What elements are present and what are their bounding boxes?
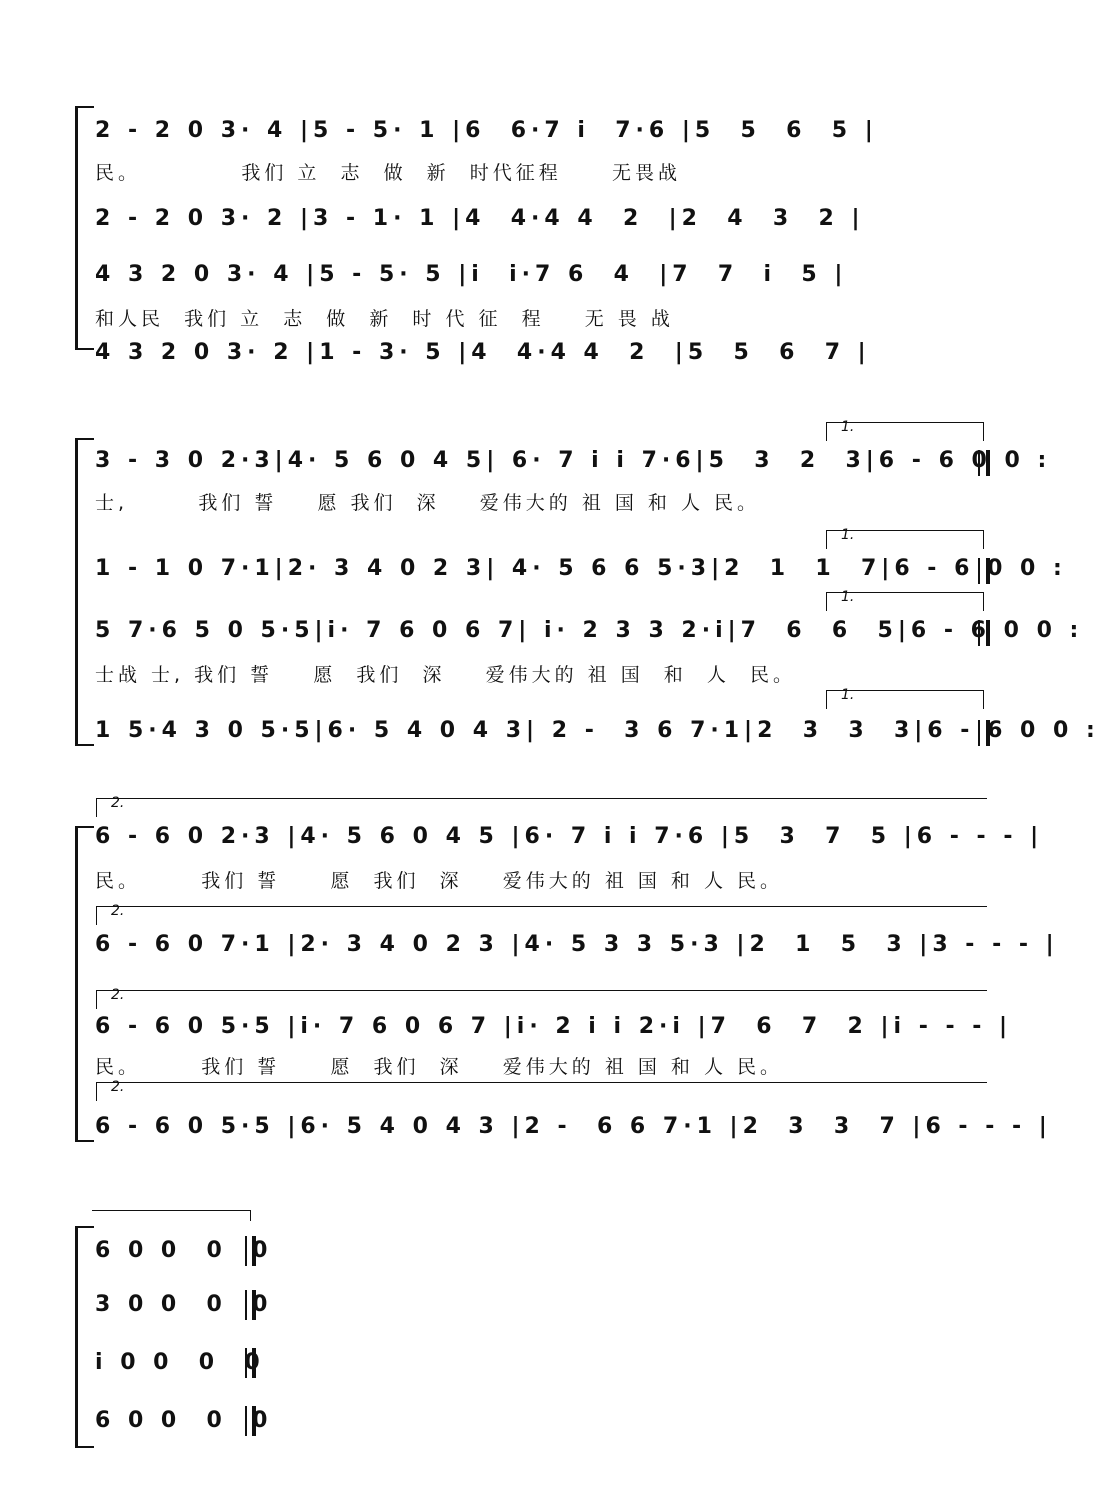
system-3-brace [75, 826, 94, 1142]
first-ending-bracket [826, 589, 984, 611]
volta-label: 1. [841, 687, 855, 703]
final-barline [245, 1236, 256, 1266]
volta-label: 2. [111, 1079, 125, 1095]
volta-label: 2. [111, 903, 125, 919]
final-part-3: i 0 0 0 0 [95, 1350, 265, 1375]
notes: 1 - 1 0 7·1|2· 3 4 0 2 3| 4· 5 6 6 5·3|2 1 1 7|6 - 6 0 0 : [95, 556, 1067, 581]
system-2-part-2 [95, 556, 1067, 588]
lyrics-line: 民。 我们 誓 愿 我们 深 爱伟大的 祖 国 和 人 民。 [95, 1056, 783, 1078]
lyrics-line: 和人民 我们 立 志 做 新 时 代 征 程 无 畏 战 [95, 308, 674, 330]
final-barline [245, 1406, 256, 1436]
second-ending-bracket [96, 795, 987, 817]
notes: 4 3 2 0 3· 2 |1 - 3· 5 |4 4·4 4 2 |5 5 6 7 | [95, 340, 871, 365]
volta-label: 1. [841, 589, 855, 605]
system-1-part-2 [95, 206, 985, 238]
second-ending-bracket [96, 1079, 987, 1101]
system-3-part-4 [95, 1114, 1052, 1146]
volta-label: 1. [841, 419, 855, 435]
notes: 2 - 2 0 3· 2 |3 - 1· 1 |4 4·4 4 2 |2 4 3 2 | [95, 206, 865, 231]
notes: 5 7·6 5 0 5·5|i· 7 6 0 6 7| i· 2 3 3 2·i|7 6 6 5|6 - 6 0 0 : [95, 618, 1084, 643]
final-part-1: 6 0 0 0 0 [95, 1238, 273, 1263]
notes: 3 - 3 0 2·3|4· 5 6 0 4 5| 6· 7 i i 7·6|5 3 2 3|6 - 6 0 0 : [95, 448, 1052, 473]
system-3-part-3 [95, 1014, 1013, 1046]
final-barline [245, 1348, 256, 1378]
system-1-part-3 [95, 262, 985, 294]
repeat-barline [978, 620, 990, 646]
volta-label: 1. [841, 527, 855, 543]
lyrics-line: 士战 士, 我们 誓 愿 我们 深 爱伟大的 祖 国 和 人 民。 [95, 664, 796, 686]
final-part-2: 3 0 0 0 0 [95, 1292, 273, 1317]
lyrics-line: 民。 我们 誓 愿 我们 深 爱伟大的 祖 国 和 人 民。 [95, 870, 783, 892]
repeat-barline [978, 450, 990, 476]
system-1-part-1 [95, 118, 985, 150]
lyrics-line: 士, 我们 誓 愿 我们 深 爱伟大的 祖 国 和 人 民。 [95, 492, 760, 514]
system-2-part-1 [95, 448, 1052, 480]
notes: 2 - 2 0 3· 4 |5 - 5· 1 |6 6·7 i 7·6 |5 5 6 5 | [95, 118, 878, 143]
second-ending-bracket [96, 903, 987, 925]
notes: 1 5·4 3 0 5·5|6· 5 4 0 4 3| 2 - 3 6 7·1|2 3 3 3|6 - 6 0 0 : [95, 718, 1100, 743]
notes: 6 - 6 0 2·3 |4· 5 6 0 4 5 |6· 7 i i 7·6 |5 3 7 5 |6 - - - | [95, 824, 1044, 849]
second-ending-bracket [96, 987, 987, 1009]
final-part-4: 6 0 0 0 0 [95, 1408, 273, 1433]
lyrics-line: 民。 我们 立 志 做 新 时代征程 无畏战 [95, 162, 681, 184]
system-2-brace [75, 438, 94, 746]
repeat-barline [978, 720, 990, 746]
system-1-part-4 [95, 340, 985, 372]
notes: 6 - 6 0 7·1 |2· 3 4 0 2 3 |4· 5 3 3 5·3 |2 1 5 3 |3 - - - | [95, 932, 1059, 957]
notes: 4 3 2 0 3· 4 |5 - 5· 5 |i i·7 6 4 |7 7 i 5 | [95, 262, 848, 287]
system-1-brace [75, 106, 94, 350]
first-ending-bracket [826, 419, 984, 441]
final-barline [245, 1290, 256, 1320]
volta-label: 2. [111, 987, 125, 1003]
first-ending-bracket [826, 687, 984, 709]
system-2-part-3 [95, 618, 1084, 650]
final-tie-bracket [92, 1210, 251, 1221]
first-ending-bracket [826, 527, 984, 549]
system-3-part-2 [95, 932, 1059, 964]
final-system-brace [75, 1226, 94, 1448]
notes: 6 - 6 0 5·5 |i· 7 6 0 6 7 |i· 2 i i 2·i |7 6 7 2 |i - - - | [95, 1014, 1013, 1039]
volta-label: 2. [111, 795, 125, 811]
notes: 6 - 6 0 5·5 |6· 5 4 0 4 3 |2 - 6 6 7·1 |2 3 3 7 |6 - - - | [95, 1114, 1052, 1139]
system-3-part-1 [95, 824, 1044, 856]
repeat-barline [978, 558, 990, 584]
system-2-part-4 [95, 718, 1100, 750]
